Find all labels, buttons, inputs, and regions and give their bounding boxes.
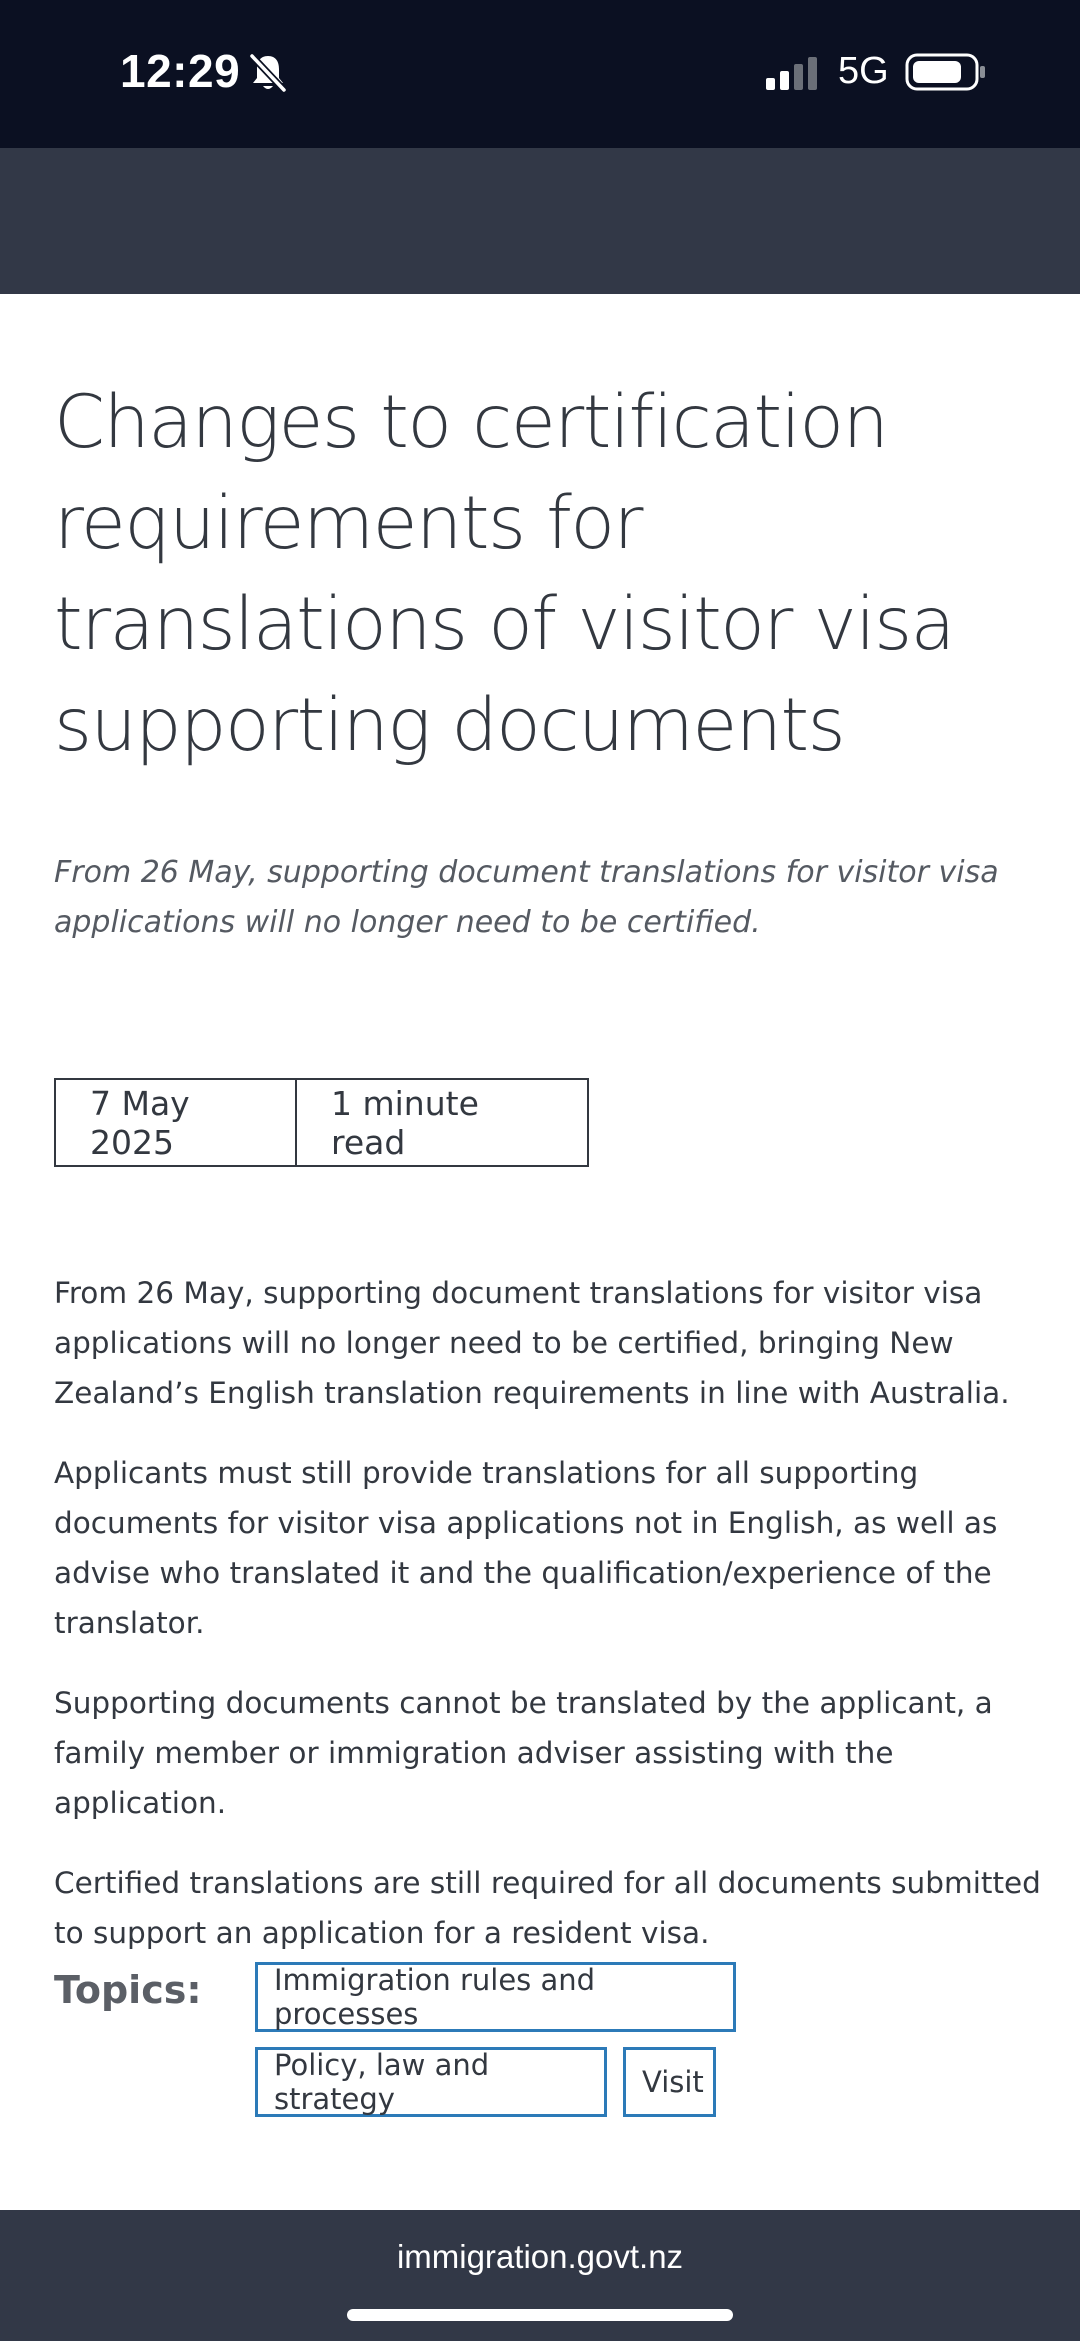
body-paragraph: From 26 May, supporting document translations for visitor visa applications will no longer need to be certified, bringing New Zealand’s English translation requirements in line with Australia.: [54, 1276, 1010, 1410]
body-paragraph: Applicants must still provide translations for all supporting documents for visitor visa applications not in English, as well as advise who translated it and the qualification/experience of the translator.: [54, 1456, 998, 1640]
site-header: [0, 148, 1080, 294]
topic-tag-visit[interactable]: Visit: [623, 2047, 716, 2117]
topics-label: Topics:: [54, 1968, 202, 2012]
topic-tag-immigration-rules[interactable]: Immigration rules and processes: [255, 1962, 736, 2032]
network-type: 5G: [838, 50, 889, 92]
status-time: 12:29: [120, 45, 241, 97]
bell-slash-icon: [248, 52, 288, 94]
browser-url[interactable]: immigration.govt.nz: [396, 2238, 684, 2275]
battery-icon: [905, 52, 987, 92]
body-paragraph: Certified translations are still required for all documents submitted to support an application for a resident visa.: [54, 1866, 1041, 1950]
home-indicator[interactable]: [347, 2309, 733, 2321]
article-summary: From 26 May, supporting document translations for visitor visa applications will no longer need to be certified.: [54, 855, 999, 940]
body-paragraph: Supporting documents cannot be translated by the applicant, a family member or immigration adviser assisting with the application.: [54, 1686, 993, 1820]
topic-tag-policy-law-strategy[interactable]: Policy, law and strategy: [255, 2047, 607, 2117]
status-bar: [0, 0, 1080, 148]
publish-date: 7 May 2025: [56, 1080, 297, 1165]
article-title: Changes to certification requirements for translations of visitor visa supporting documents: [54, 380, 954, 768]
article-meta: [54, 1078, 589, 1167]
read-time: 1 minute read: [331, 1083, 479, 1162]
article-body: [54, 1268, 1044, 1988]
signal-icon: [766, 56, 822, 92]
